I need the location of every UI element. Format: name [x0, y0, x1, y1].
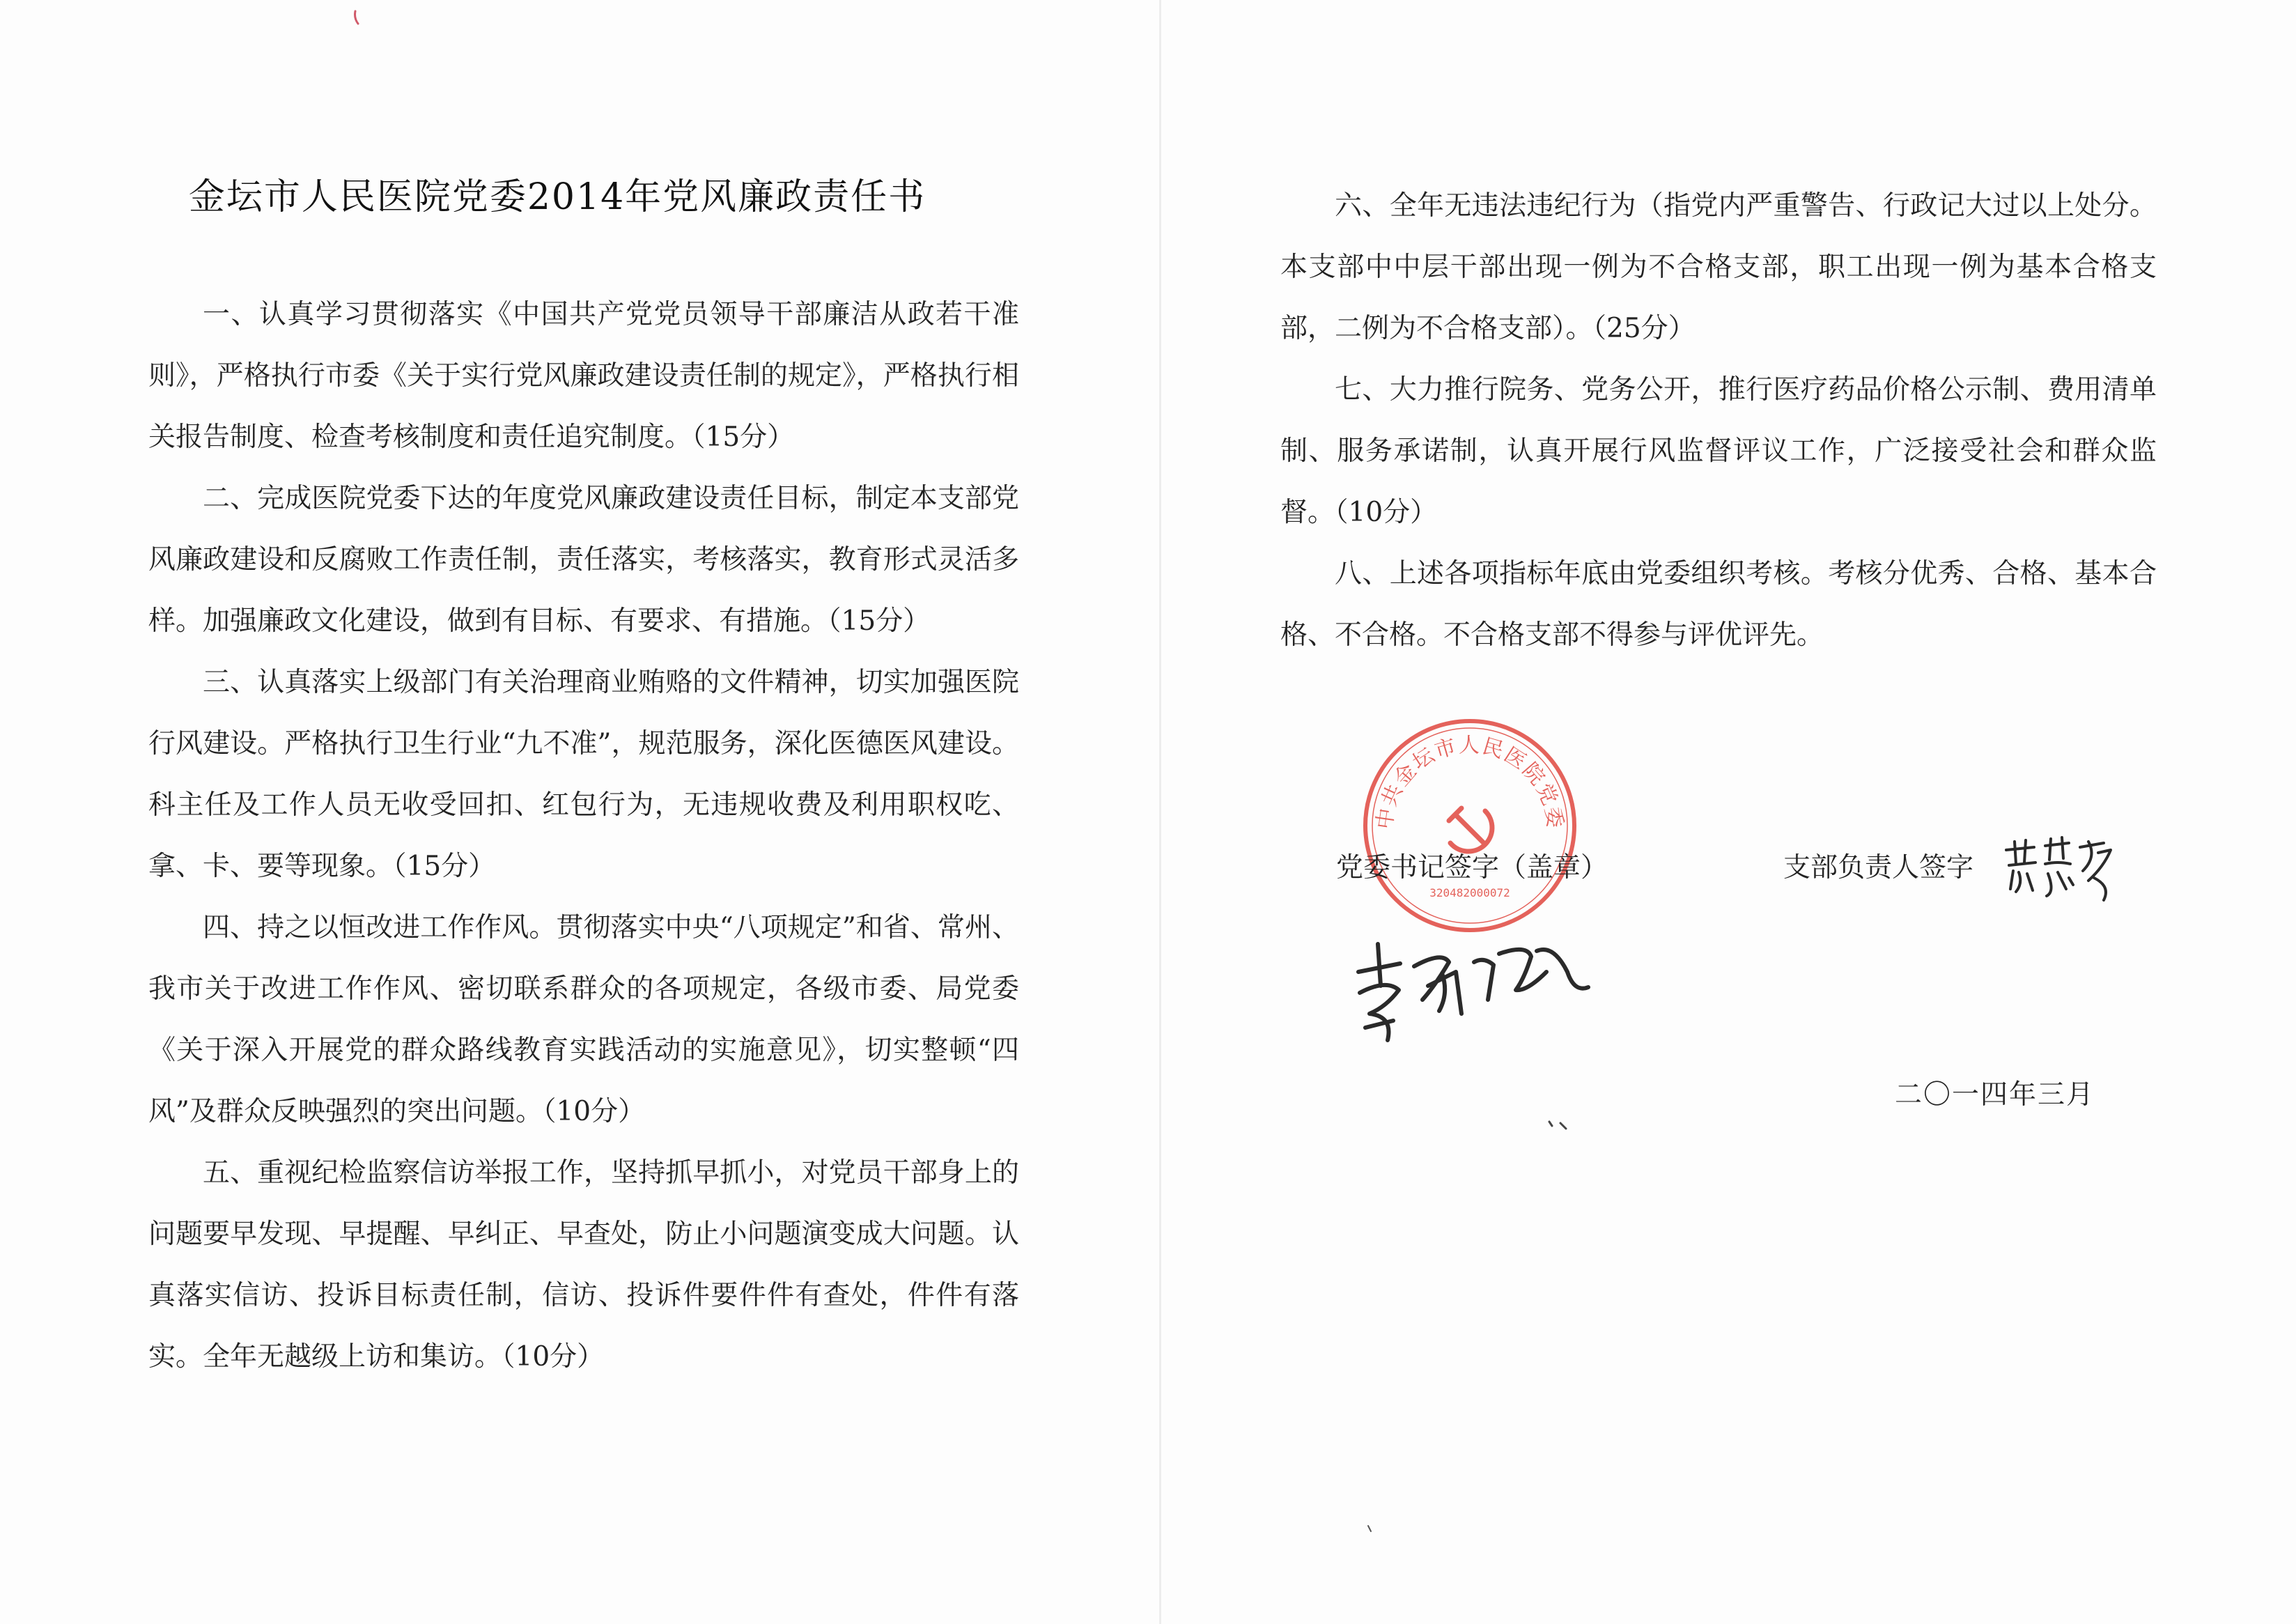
document-date: 二〇一四年三月 — [1895, 1079, 2095, 1111]
clause-2: 二、完成医院党委下达的年度党风廉政建设责任目标，制定本支部党风廉政建设和反腐败工作责任制，责任落实，考核落实，教育形式灵活多样。加强廉政文化建设，做到有目标、有要求、有措施。（15分） — [148, 483, 1019, 637]
seal-text: 中共金坛市人民医院党委 — [1372, 733, 1567, 831]
page-fold — [1159, 0, 1161, 1624]
clause-8: 八、上述各项指标年底由党委组织考核。考核分优秀、合格、基本合格、不合格。不合格支部不得参与评优评先。 — [1280, 558, 2157, 651]
scan-mark — [352, 10, 362, 26]
scan-mark — [1365, 1523, 1375, 1534]
document-title: 金坛市人民医院党委2014年党风廉政责任书 — [188, 176, 926, 218]
seal-code: 320482000072 — [1429, 886, 1510, 899]
clause-1: 一、认真学习贯彻落实《中国共产党党员领导干部廉洁从政若干准则》，严格执行市委《关于实行党风廉政建设责任制的规定》，严格执行相关报告制度、检查考核制度和责任追究制度。（15分） — [148, 299, 1019, 453]
party-seal-stamp — [1358, 714, 1581, 937]
clause-4: 四、持之以恒改进工作作风。贯彻落实中央“八项规定”和省、常州、我市关于改进工作作风、密切联系群众的各项规定，各级市委、局党委《关于深入开展党的群众路线教育实践活动的实施意见》，切实整顿“四风”及群众反映强烈的突出问题。（10分） — [148, 912, 1019, 1127]
right-column — [1280, 176, 2157, 666]
clause-3: 三、认真落实上级部门有关治理商业贿赂的文件精神，切实加强医院行风建设。严格执行卫生行业“九不准”，规范服务，深化医德医风建设。科主任及工作人员无收受回扣、红包行为，无违规收费及利用职权吃、拿、卡、要等现象。（15分） — [148, 667, 1019, 882]
left-column — [148, 284, 1019, 1388]
clause-7: 七、大力推行院务、党务公开，推行医疗药品价格公示制、费用清单制、服务承诺制，认真开展行风监督评议工作，广泛接受社会和群众监督。（10分） — [1280, 374, 2157, 528]
party-secretary-signature — [1344, 923, 1595, 1049]
branch-leader-signature — [1999, 822, 2125, 906]
scan-mark — [1545, 1118, 1576, 1136]
secretary-signature-label: 党委书记签字（盖章） — [1336, 852, 1608, 883]
clause-5: 五、重视纪检监察信访举报工作，坚持抓早抓小，对党员干部身上的问题要早发现、早提醒、早纠正、早查处，防止小问题演变成大问题。认真落实信访、投诉目标责任制，信访、投诉件要件件有查处，件件有落实。全年无越级上访和集访。（10分） — [148, 1157, 1019, 1372]
branch-leader-signature-label: 支部负责人签字 — [1783, 852, 1974, 883]
clause-6: 六、全年无违法违纪行为（指党内严重警告、行政记大过以上处分。本支部中中层干部出现一例为不合格支部，职工出现一例为基本合格支部，二例为不合格支部）。（25分） — [1280, 190, 2157, 344]
